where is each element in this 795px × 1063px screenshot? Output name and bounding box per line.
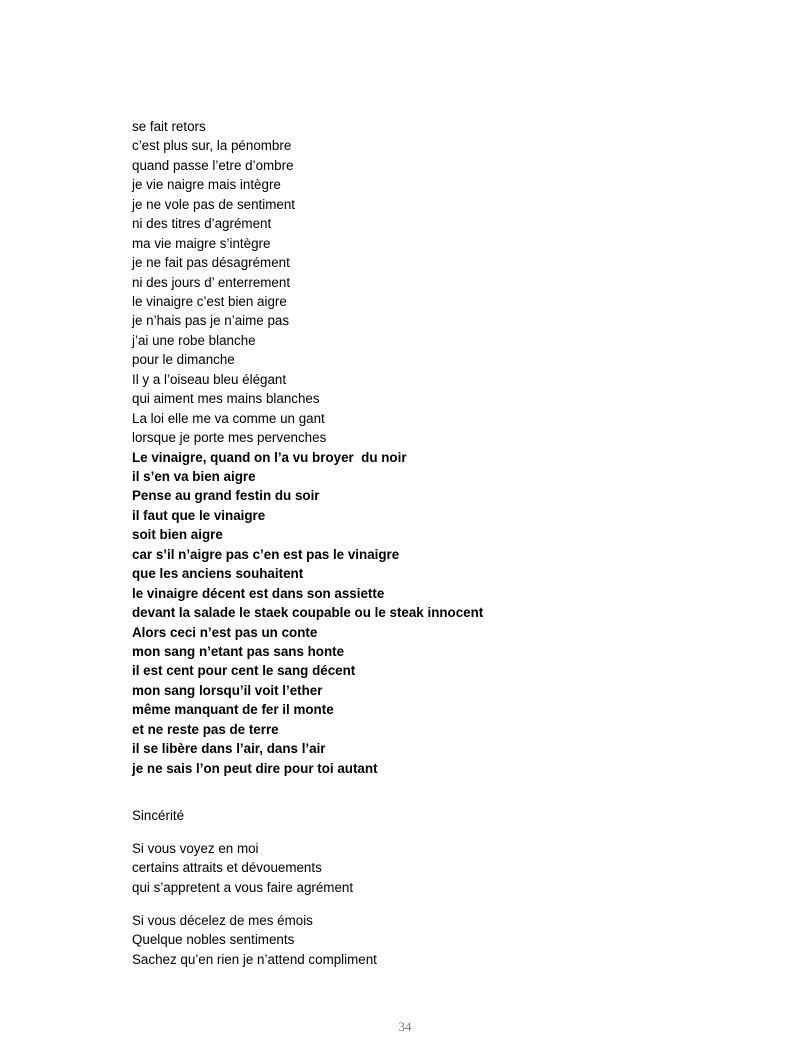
stanza-line: Si vous voyez en moi xyxy=(132,841,259,856)
poem-bold-line: soit bien aigre xyxy=(132,527,223,543)
poem-bold-line: il faut que le vinaigre xyxy=(132,507,266,523)
poem-bold-line: que les anciens souhaitent xyxy=(132,566,304,582)
poem-line: qui aiment mes mains blanches xyxy=(132,391,320,407)
poem-bold-line: je ne sais l’on peut dire pour toi autant xyxy=(132,760,378,776)
poem-line: le vinaigre c’est bien aigre xyxy=(132,293,287,309)
poem-bold-line: il se libère dans l’air, dans l’air xyxy=(132,741,326,757)
poem-line: ni des titres d’agrément xyxy=(132,216,272,232)
poem-regular-stanza xyxy=(132,117,326,447)
stanza-1 xyxy=(132,839,353,897)
poem-bold-line: le vinaigre décent est dans son assiette xyxy=(132,585,385,601)
poem-line: je n’hais pas je n’aime pas xyxy=(132,313,290,329)
poem-line: quand passe l’etre d’ombre xyxy=(132,157,294,173)
poem-bold-line: il s’en va bien aigre xyxy=(132,469,256,485)
poem-line: La loi elle me va comme un gant xyxy=(132,410,325,426)
poem-line: je vie naigre mais intègre xyxy=(132,177,281,193)
poem-bold-line: il est cent pour cent le sang décent xyxy=(132,663,356,679)
poem-bold-line: même manquant de fer il monte xyxy=(132,702,334,718)
poem-bold-line: mon sang n’etant pas sans honte xyxy=(132,643,345,659)
poem-bold-line: devant la salade le staek coupable ou le steak innocent xyxy=(132,605,484,621)
poem-title-block xyxy=(132,806,184,825)
stanza-line: certains attraits et dévouements xyxy=(132,860,322,876)
poem-bold-line: car s’il n’aigre pas c’en est pas le vinaigre xyxy=(132,546,400,562)
poem-line: je ne fait pas désagrément xyxy=(132,255,290,271)
page-number: 34 xyxy=(398,1019,412,1034)
stanza-line: Si vous décelez de mes émois xyxy=(132,913,313,928)
poem-line: Il y a l’oiseau bleu élégant xyxy=(132,371,287,387)
poem-bold-line: Alors ceci n’est pas un conte xyxy=(132,624,318,640)
poem-line: ma vie maigre s’intègre xyxy=(132,235,271,251)
poem-line: je ne vole pas de sentiment xyxy=(132,196,296,212)
stanza-line: qui s’appretent a vous faire agrément xyxy=(132,879,354,895)
poem-bold-stanza xyxy=(132,448,483,778)
stanza-2 xyxy=(132,911,377,969)
poem-title: Sincérité xyxy=(132,808,185,823)
poem-bold-line: Pense au grand festin du soir xyxy=(132,488,320,504)
stanza-line: Quelque nobles sentiments xyxy=(132,932,295,948)
poem-line: ni des jours d’ enterrement xyxy=(132,274,291,290)
poem-line: c’est plus sur, la pénombre xyxy=(132,138,292,154)
poem-line: pour le dimanche xyxy=(132,352,235,368)
stanza-line: Sachez qu’en rien je n’attend compliment xyxy=(132,951,377,967)
poem-line: j’ai une robe blanche xyxy=(132,332,256,348)
poem-bold-line: Le vinaigre, quand on l’a vu broyer du noir xyxy=(132,449,407,465)
poem-bold-line: mon sang lorsqu’il voit l’ether xyxy=(132,682,323,698)
poem-line: lorsque je porte mes pervenches xyxy=(132,430,327,445)
poem-bold-line: et ne reste pas de terre xyxy=(132,721,279,737)
poem-line: se fait retors xyxy=(132,119,206,134)
